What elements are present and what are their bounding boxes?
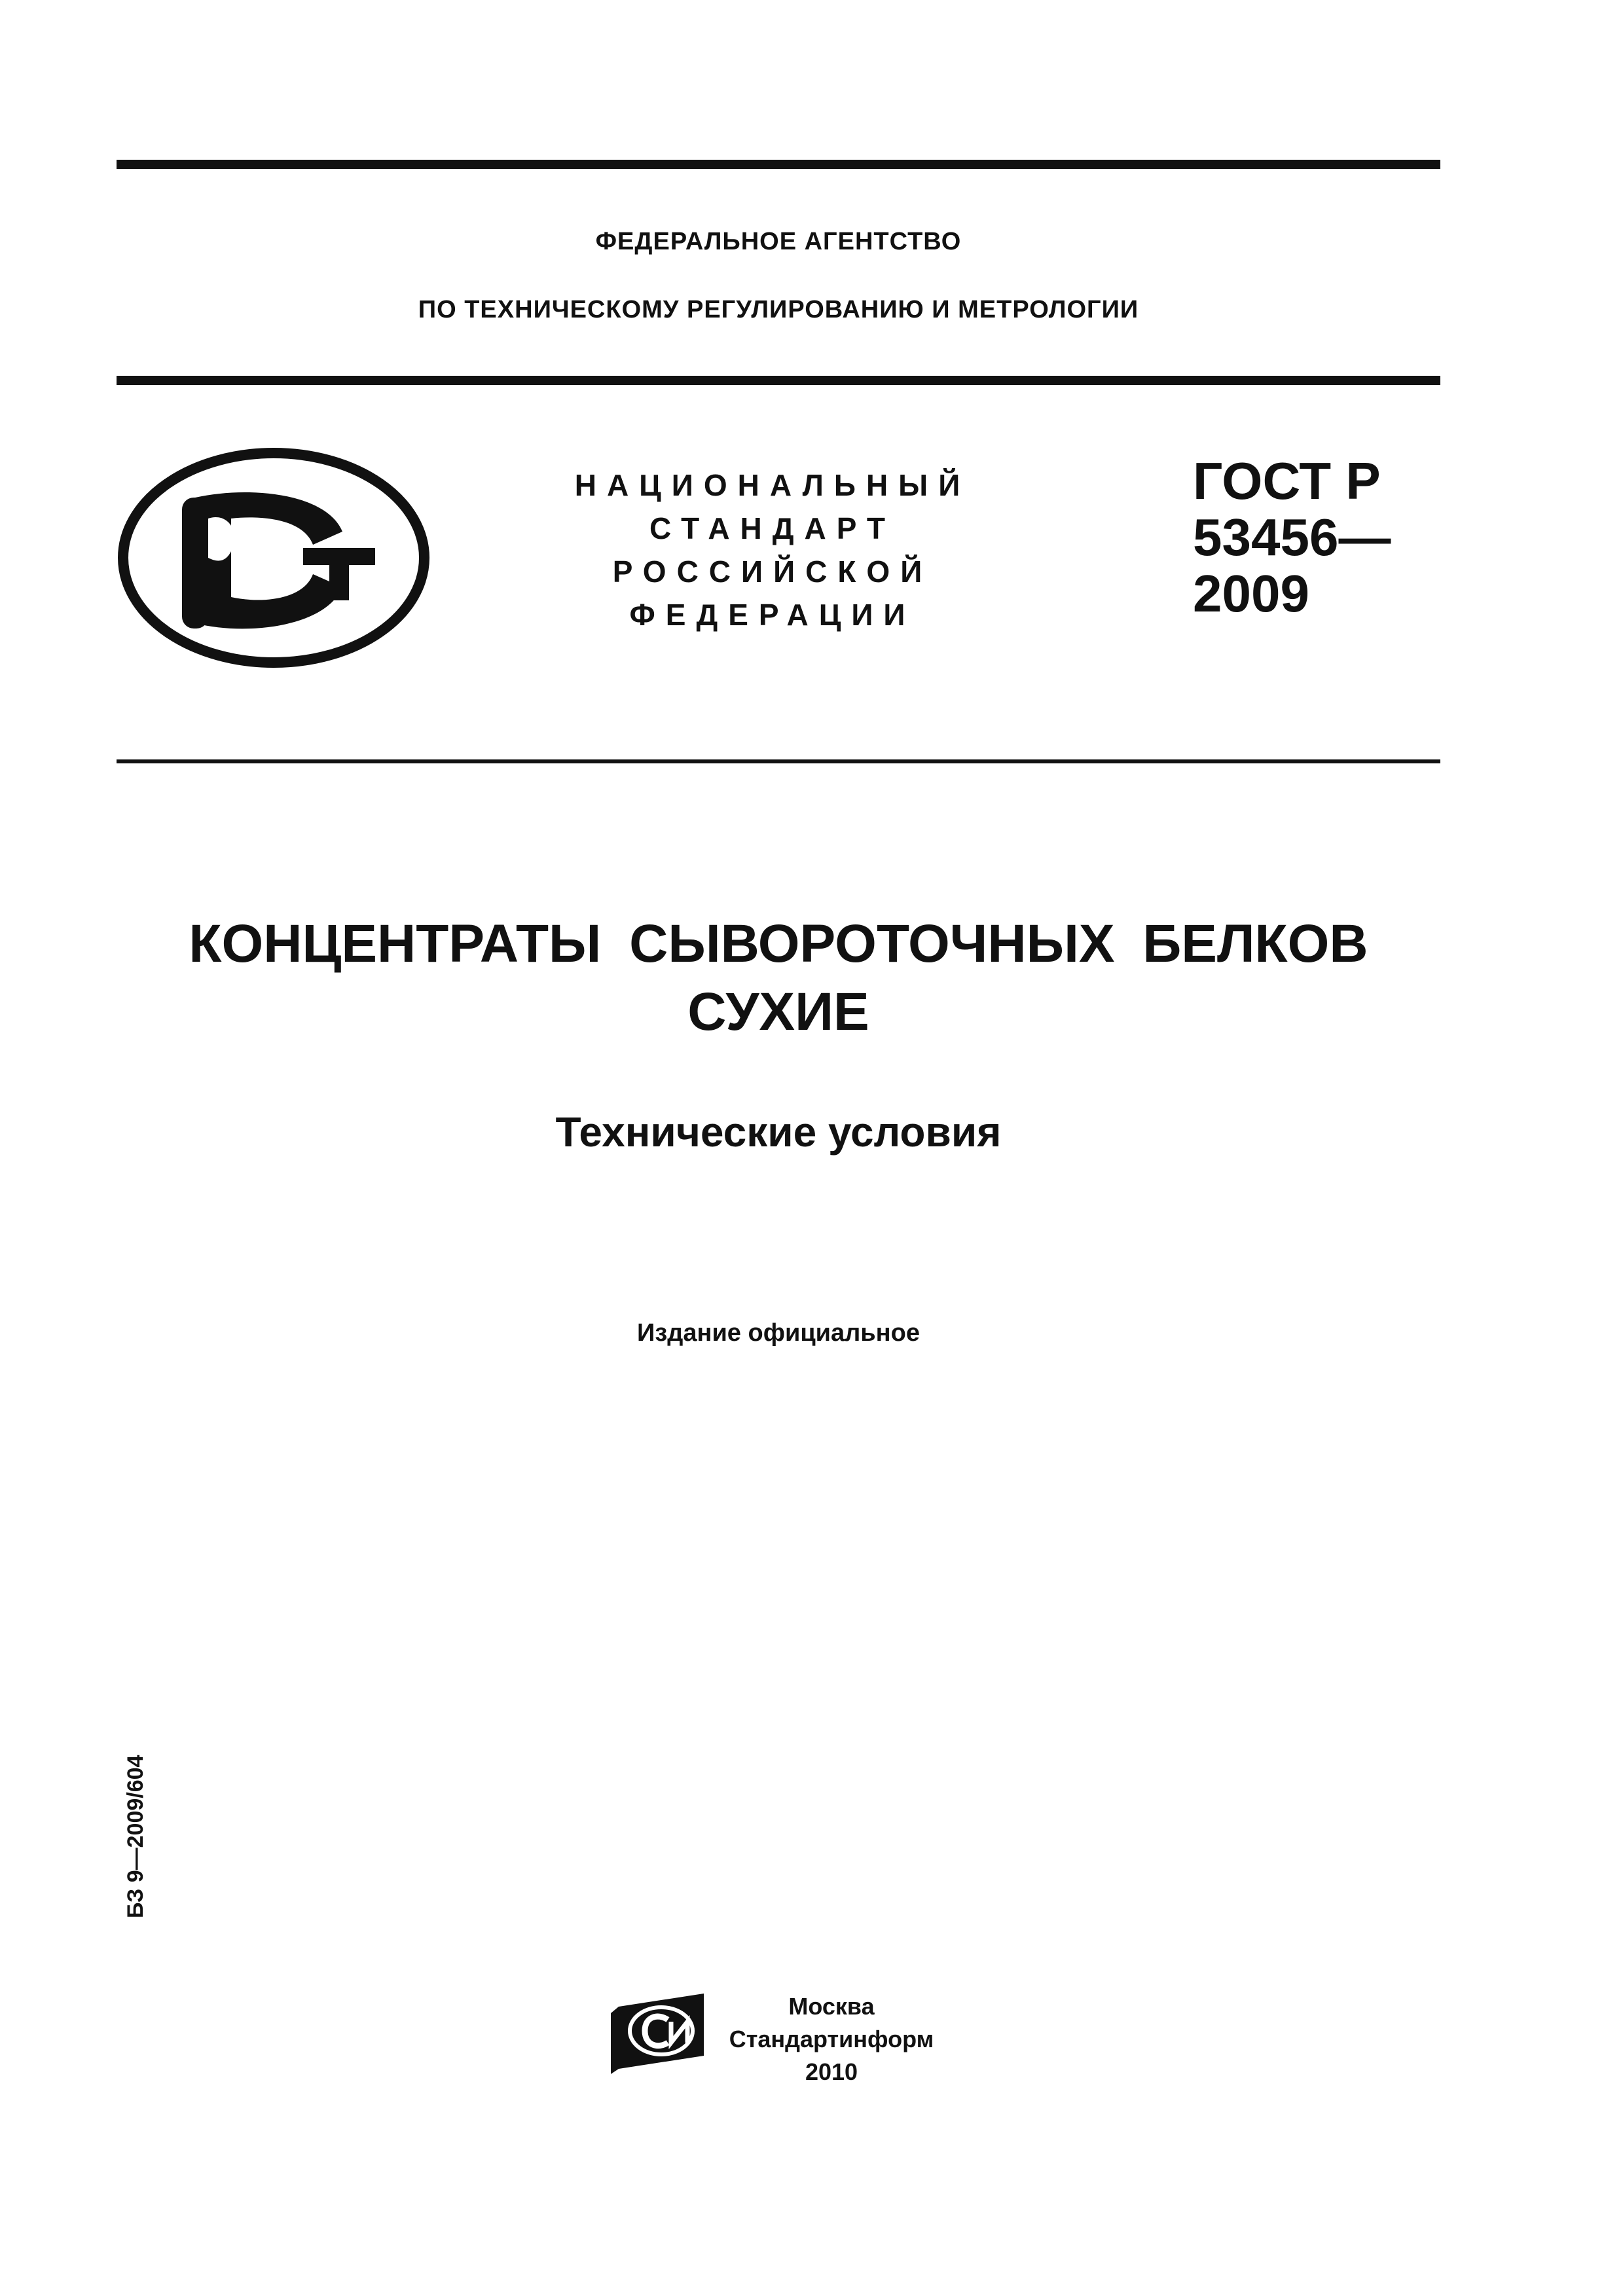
document-title <box>117 910 1440 1046</box>
side-code: БЗ 9—2009/604 <box>123 1755 148 1918</box>
national-standard-label <box>534 464 1012 636</box>
document-title-line-1: КОНЦЕНТРАТЫ СЫВОРОТОЧНЫХ БЕЛКОВ <box>189 914 1368 974</box>
national-line-1: НАЦИОНАЛЬНЫЙ <box>574 468 971 502</box>
middle-rule <box>117 376 1440 385</box>
standartinform-logo-icon <box>606 1990 710 2075</box>
publisher-block <box>714 1990 949 2088</box>
agency-name-line-1: ФЕДЕРАЛЬНОЕ АГЕНТСТВО <box>595 228 962 255</box>
document-title-line-2: СУХИЕ <box>687 982 869 1042</box>
publication-year: 2010 <box>805 2058 858 2085</box>
document-subtitle: Технические условия <box>555 1108 1002 1156</box>
publisher-city: Москва <box>788 1993 875 2020</box>
publisher-name: Стандартинформ <box>729 2026 934 2052</box>
gost-line-1: ГОСТ Р <box>1193 452 1381 510</box>
thin-rule <box>117 759 1440 763</box>
top-rule <box>117 160 1440 169</box>
gost-number <box>1193 453 1391 622</box>
agency-name-line-2: ПО ТЕХНИЧЕСКОМУ РЕГУЛИРОВАНИЮ И МЕТРОЛОГИИ <box>418 296 1139 323</box>
gost-line-2: 53456— <box>1193 508 1391 566</box>
national-line-2: СТАНДАРТ <box>649 511 896 545</box>
national-line-4: ФЕДЕРАЦИИ <box>629 598 916 632</box>
pct-certification-logo-icon <box>117 446 431 669</box>
edition-note: Издание официальное <box>637 1319 920 1347</box>
gost-line-3: 2009 <box>1193 564 1309 623</box>
national-line-3: РОССИЙСКОЙ <box>612 555 933 589</box>
